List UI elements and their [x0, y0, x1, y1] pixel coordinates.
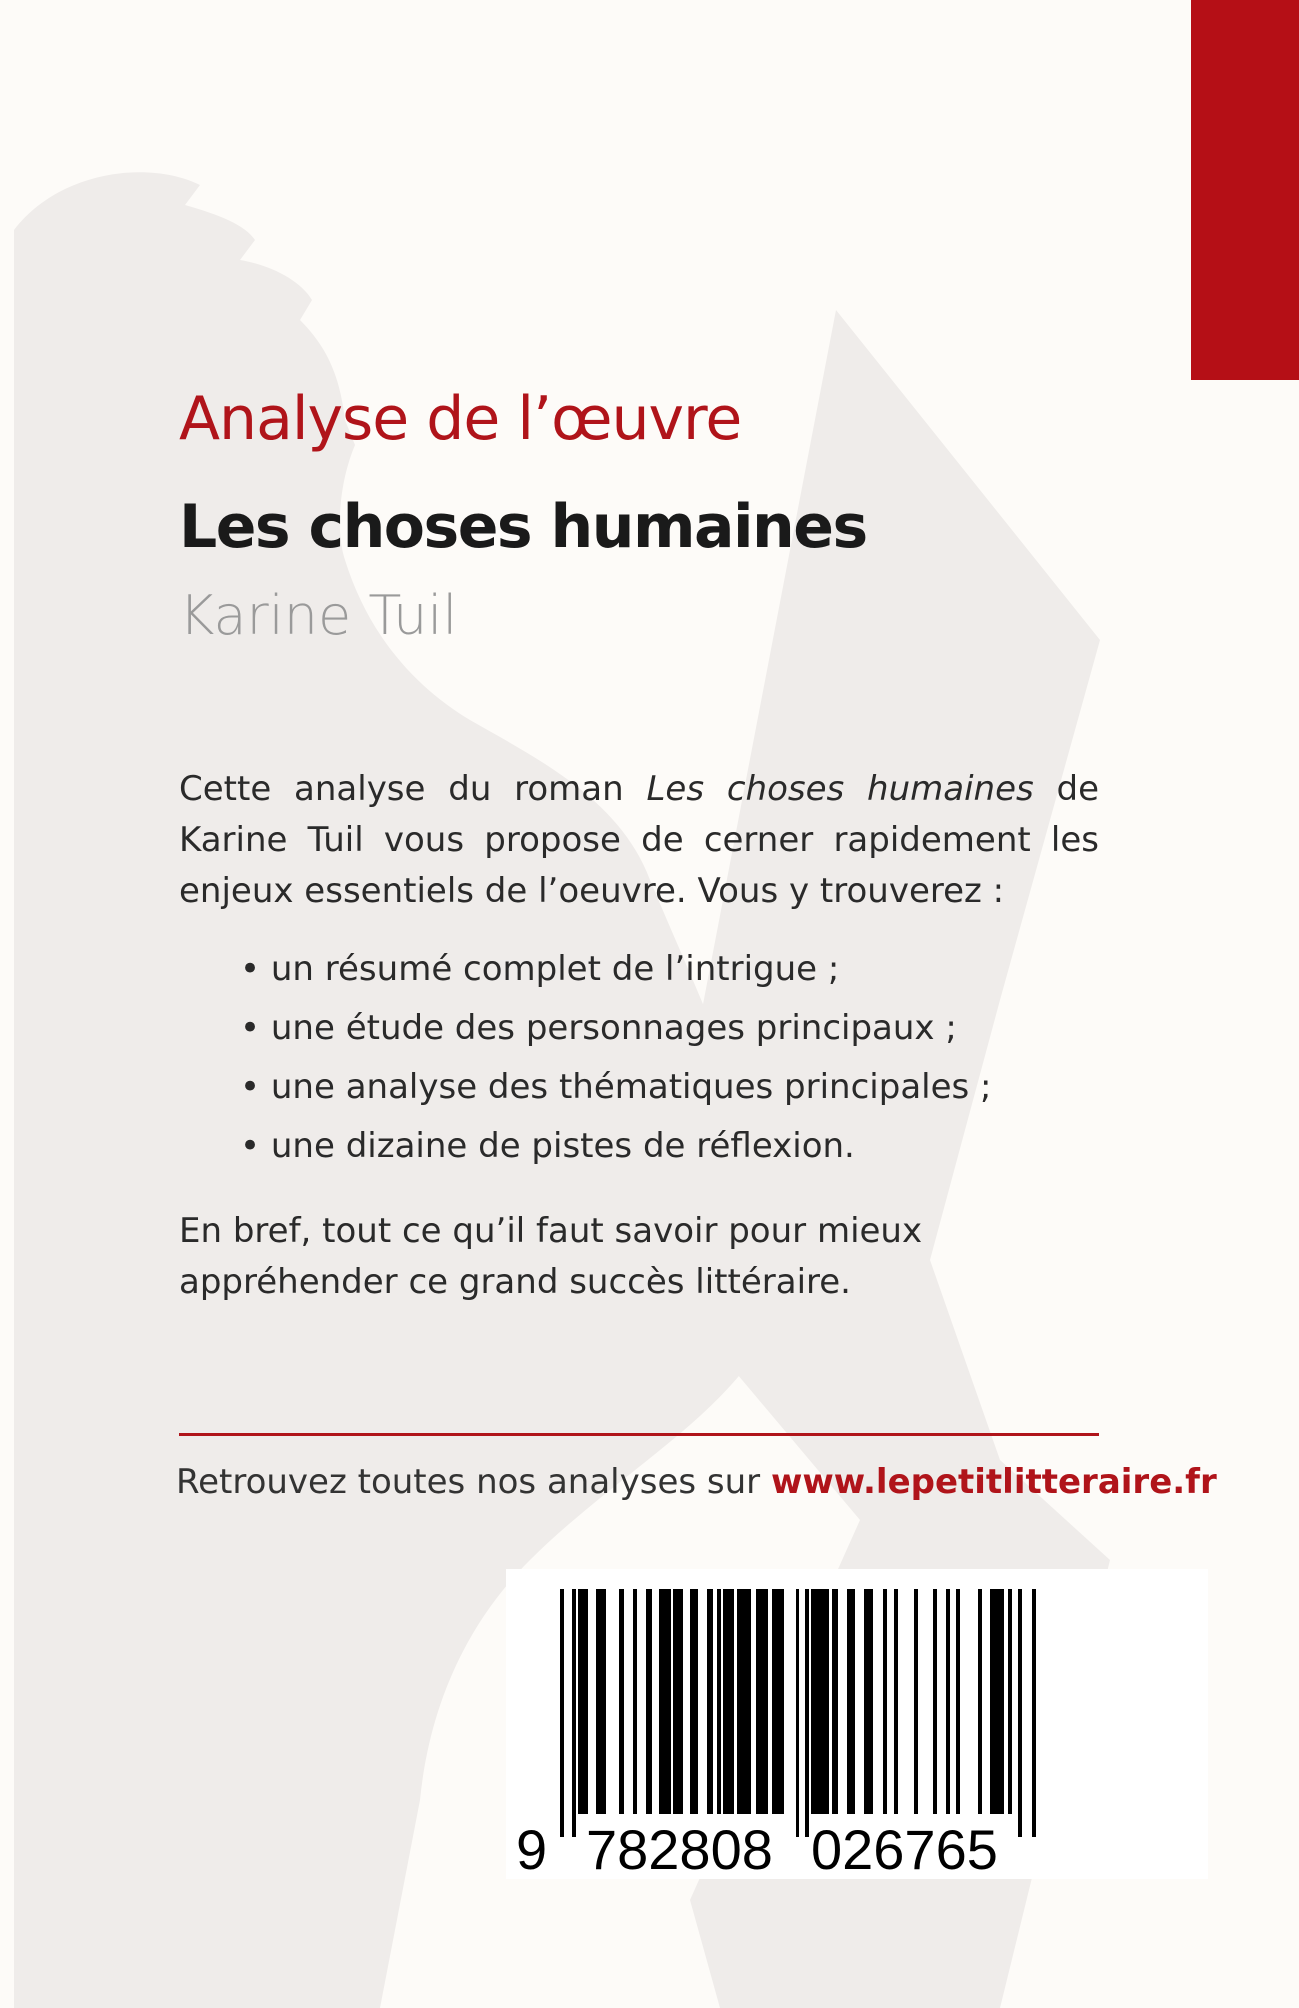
barcode-bar	[633, 1589, 637, 1814]
barcode-bar	[646, 1589, 652, 1814]
red-accent-bar	[1191, 0, 1299, 380]
barcode-bar	[659, 1589, 671, 1814]
barcode-bar	[578, 1589, 588, 1814]
barcode-bar	[1008, 1589, 1012, 1814]
barcode-bar	[737, 1589, 751, 1814]
barcode-bar	[946, 1589, 950, 1814]
conclusion-paragraph: En bref, tout ce qu’il faut savoir pour mieux appréhender ce grand succès littéraire.	[179, 1211, 923, 1302]
barcode-bar	[690, 1589, 698, 1814]
divider	[179, 1433, 1099, 1436]
intro-text: Cette analyse du roman	[179, 769, 647, 809]
barcode-digits: 9	[516, 1818, 548, 1879]
website-link[interactable]: www.lepetitlitteraire.fr	[770, 1462, 1217, 1502]
barcode-digits: 026765	[811, 1818, 998, 1879]
book-author: Karine Tuil	[179, 584, 458, 647]
intro-paragraph	[179, 764, 1099, 917]
barcode-bar	[978, 1589, 982, 1814]
list-item: • une étude des personnages principaux ;	[240, 999, 1160, 1058]
list-item: • une analyse des thématiques principales ;	[240, 1058, 1160, 1117]
barcode-bar	[572, 1589, 576, 1837]
barcode-bar	[805, 1589, 809, 1837]
barcode-bar	[956, 1589, 960, 1814]
barcode-bar	[933, 1589, 937, 1814]
barcode-bar	[1032, 1589, 1036, 1837]
barcode-bar	[914, 1589, 918, 1814]
features-list	[240, 940, 1160, 1176]
barcode-bar	[894, 1589, 898, 1814]
barcode-bar	[864, 1589, 873, 1814]
barcode-bar	[832, 1589, 838, 1814]
footer	[176, 1462, 1217, 1502]
book-title: Les choses humaines	[179, 492, 867, 562]
list-item: • un résumé complet de l’intrigue ;	[240, 940, 1160, 999]
barcode-bar	[847, 1589, 855, 1814]
barcode-bars	[506, 1569, 1208, 1879]
barcode-bar	[560, 1589, 564, 1837]
footer-text: Retrouvez toutes nos analyses sur	[176, 1462, 771, 1502]
barcode-bar	[673, 1589, 683, 1814]
barcode-bar	[1018, 1589, 1022, 1837]
barcode-bar	[723, 1589, 734, 1814]
barcode-bar	[717, 1589, 721, 1814]
barcode-bar	[756, 1589, 768, 1814]
barcode-bar	[619, 1589, 624, 1814]
barcode-bar	[796, 1589, 799, 1837]
intro-text-end: de Karine Tuil vous propose de cerner rapidement les enjeux essentiels de l’oeuvre. Vous y trouverez :	[179, 769, 1099, 911]
list-item: • une dizaine de pistes de réflexion.	[240, 1117, 1160, 1176]
barcode-bar	[990, 1589, 1004, 1814]
series-label: Analyse de l’œuvre	[179, 384, 742, 454]
isbn-barcode	[506, 1569, 1208, 1879]
barcode-digits: 782808	[586, 1818, 773, 1879]
barcode-bar	[707, 1589, 713, 1814]
barcode-bar	[811, 1589, 829, 1814]
barcode-bar	[596, 1589, 606, 1814]
intro-book-title: Les choses humaines	[646, 769, 1034, 809]
barcode-bar	[772, 1589, 784, 1814]
barcode-bar	[883, 1589, 887, 1814]
